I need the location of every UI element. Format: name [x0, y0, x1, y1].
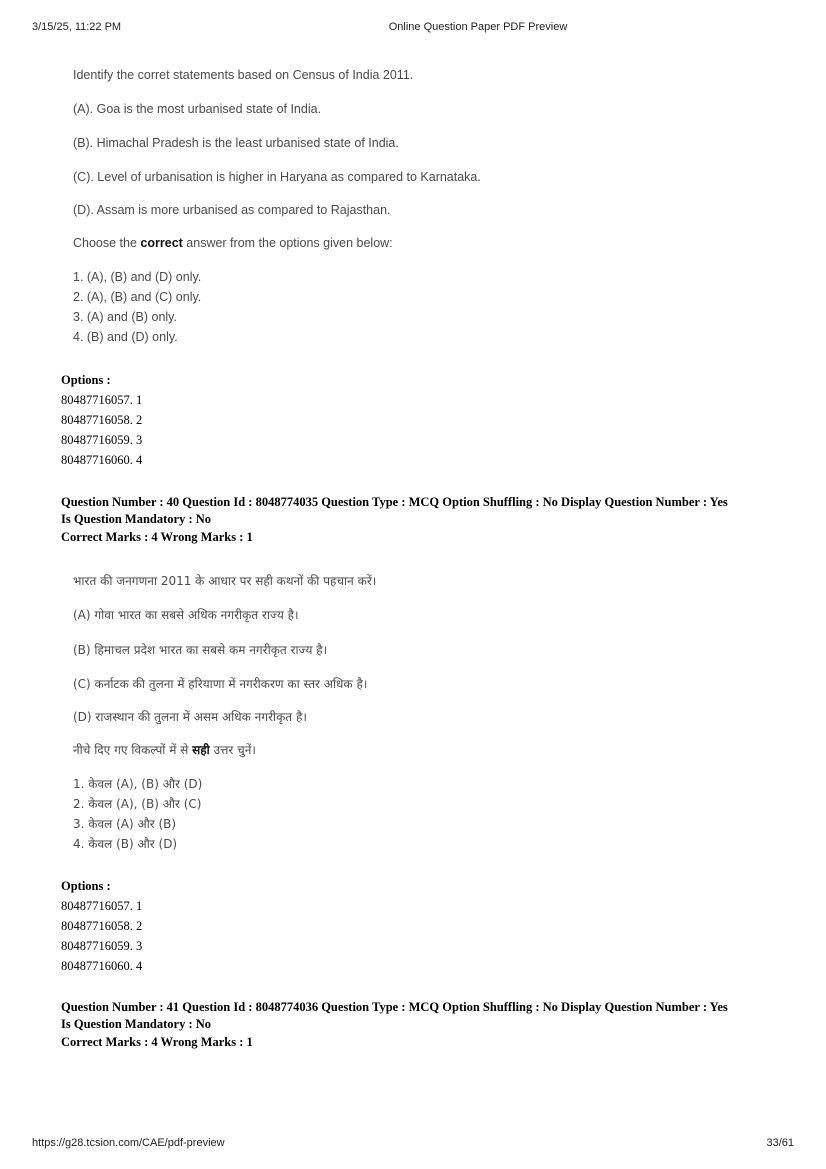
- options-title: Options :: [61, 879, 111, 893]
- option-item: 80487716057. 1: [61, 899, 143, 913]
- statement-a: (A). Goa is the most urbanised state of India.: [73, 102, 322, 116]
- option-item: 80487716060. 4: [61, 453, 143, 467]
- option-item: 80487716060. 4: [61, 959, 143, 973]
- print-datetime: 3/15/25, 11:22 PM: [32, 21, 122, 33]
- option-item: 80487716059. 3: [61, 939, 143, 953]
- question-41-meta: [61, 999, 781, 1051]
- statement-d: (D) राजस्थान की तुलना में असम अधिक नगरीकृत है।: [73, 710, 307, 724]
- statement-c: (C) कर्नाटक की तुलना में हरियाणा में नगरीकरण का स्तर अधिक है।: [73, 677, 368, 691]
- question-stem: Identify the corret statements based on Census of India 2011.: [73, 68, 414, 82]
- choice-4: 4. (B) and (D) only.: [73, 330, 178, 344]
- choice-3: 3. (A) and (B) only.: [73, 310, 177, 324]
- options-block-2: [61, 876, 142, 976]
- choice-2: 2. (A), (B) and (C) only.: [73, 290, 202, 304]
- statement-b: (B) हिमाचल प्रदेश भारत का सबसे कम नगरीकृत राज्य है।: [73, 643, 328, 657]
- marks-info: Correct Marks : 4 Wrong Marks : 1: [61, 1035, 253, 1049]
- options-block-1: [61, 370, 142, 470]
- statement-c: (C). Level of urbanisation is higher in Haryana as compared to Karnataka.: [73, 170, 481, 184]
- option-item: 80487716059. 3: [61, 433, 143, 447]
- choice-2: 2. केवल (A), (B) और (C): [73, 797, 202, 811]
- question-details: Question Number : 40 Question Id : 8048774035 Question Type : MCQ Option Shuffling : No Display Question Number : Yes: [61, 495, 728, 509]
- statement-b: (B). Himachal Pradesh is the least urbanised state of India.: [73, 136, 399, 150]
- mandatory-flag: Is Question Mandatory : No: [61, 511, 212, 526]
- choice-4: 4. केवल (B) और (D): [73, 837, 178, 851]
- choose-instruction: नीचे दिए गए विकल्पों में से सही उत्तर चुनें।: [73, 743, 256, 757]
- question-40-meta: [61, 494, 781, 546]
- document-title: Online Question Paper PDF Preview: [388, 21, 568, 33]
- options-title: Options :: [61, 373, 111, 387]
- mandatory-flag: Is Question Mandatory : No: [61, 1016, 212, 1031]
- option-item: 80487716057. 1: [61, 393, 143, 407]
- option-item: 80487716058. 2: [61, 413, 143, 427]
- choice-1: 1. (A), (B) and (D) only.: [73, 270, 202, 284]
- question-stem: भारत की जनगणना 2011 के आधार पर सही कथनों की पहचान करें।: [73, 574, 377, 588]
- choice-1: 1. केवल (A), (B) और (D): [73, 777, 203, 791]
- source-url: https://g28.tcsion.com/CAE/pdf-preview: [32, 1137, 225, 1149]
- option-item: 80487716058. 2: [61, 919, 143, 933]
- choice-3: 3. केवल (A) और (B): [73, 817, 177, 831]
- choose-instruction: Choose the correct answer from the options given below:: [73, 236, 393, 250]
- statement-d: (D). Assam is more urbanised as compared to Rajasthan.: [73, 203, 391, 217]
- marks-info: Correct Marks : 4 Wrong Marks : 1: [61, 530, 253, 544]
- page-number: 33/61: [766, 1137, 794, 1149]
- statement-a: (A) गोवा भारत का सबसे अधिक नगरीकृत राज्य है।: [73, 608, 299, 622]
- question-details: Question Number : 41 Question Id : 8048774036 Question Type : MCQ Option Shuffling : No Display Question Number : Yes: [61, 1000, 728, 1014]
